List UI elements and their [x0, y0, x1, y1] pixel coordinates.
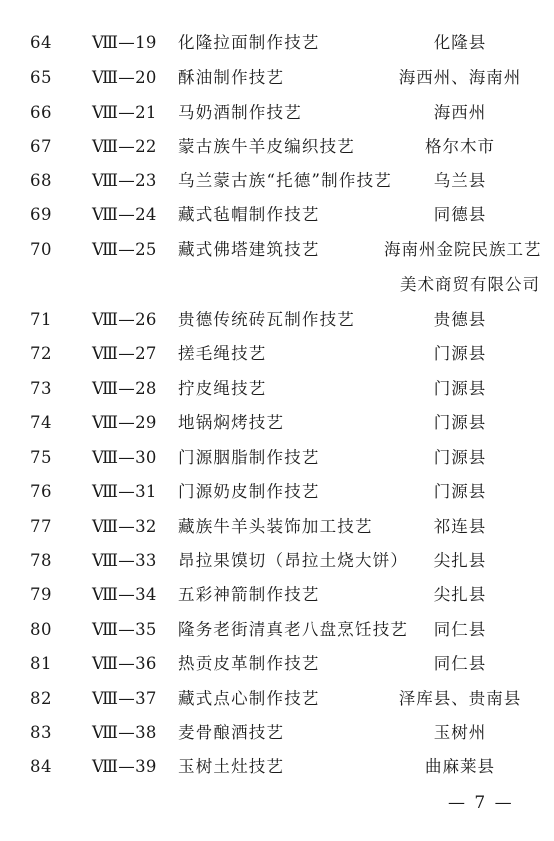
list-row — [0, 339, 554, 369]
item-name: 藏式点心制作技艺 — [178, 689, 320, 708]
item-region: 海西州、海南州 — [398, 68, 522, 87]
item-name: 搓毛绳技艺 — [178, 344, 267, 363]
list-row — [0, 580, 554, 610]
item-name: 藏式佛塔建筑技艺 — [178, 240, 320, 259]
item-code: Ⅷ—37 — [92, 689, 157, 708]
item-code: Ⅷ—33 — [92, 551, 157, 570]
item-region: 尖扎县 — [433, 585, 487, 604]
row-number: 81 — [30, 654, 52, 673]
row-number: 83 — [30, 723, 52, 742]
item-name: 藏族牛羊头装饰加工技艺 — [178, 517, 373, 536]
item-code: Ⅷ—30 — [92, 448, 157, 467]
item-name: 马奶酒制作技艺 — [178, 103, 302, 122]
item-name: 麦骨酿酒技艺 — [178, 723, 285, 742]
item-region: 门源县 — [433, 413, 487, 432]
row-number: 82 — [30, 689, 52, 708]
row-number: 69 — [30, 205, 52, 224]
row-number: 78 — [30, 551, 52, 570]
item-code: Ⅷ—26 — [92, 310, 157, 329]
list-row — [0, 98, 554, 128]
item-name: 热贡皮革制作技艺 — [178, 654, 320, 673]
row-number: 72 — [30, 344, 52, 363]
item-code: Ⅷ—36 — [92, 654, 157, 673]
list-row — [0, 649, 554, 679]
item-region: 贵德县 — [433, 310, 487, 329]
item-code: Ⅷ—20 — [92, 68, 157, 87]
item-region: 曲麻莱县 — [425, 757, 495, 776]
list-row — [0, 443, 554, 473]
item-region-continued: 美术商贸有限公司 — [400, 275, 540, 294]
list-row — [0, 615, 554, 645]
item-region: 泽库县、贵南县 — [398, 689, 522, 708]
item-region: 同仁县 — [433, 620, 487, 639]
item-region: 格尔木市 — [425, 137, 495, 156]
list-row — [0, 752, 554, 782]
item-code: Ⅷ—34 — [92, 585, 157, 604]
item-code: Ⅷ—29 — [92, 413, 157, 432]
item-name: 酥油制作技艺 — [178, 68, 285, 87]
list-row — [0, 374, 554, 404]
row-number: 77 — [30, 517, 52, 536]
list-row — [0, 28, 554, 58]
item-code: Ⅷ—23 — [92, 171, 157, 190]
item-code: Ⅷ—19 — [92, 33, 157, 52]
item-code: Ⅷ—32 — [92, 517, 157, 536]
item-code: Ⅷ—31 — [92, 482, 157, 501]
list-row — [0, 132, 554, 162]
item-region: 海西州 — [433, 103, 487, 122]
row-number: 80 — [30, 620, 52, 639]
item-name: 门源胭脂制作技艺 — [178, 448, 320, 467]
item-name: 玉树土灶技艺 — [178, 757, 285, 776]
item-name: 乌兰蒙古族“托德”制作技艺 — [178, 171, 392, 190]
list-row — [0, 512, 554, 542]
row-number: 79 — [30, 585, 52, 604]
list-row — [0, 166, 554, 196]
item-name: 拧皮绳技艺 — [178, 379, 267, 398]
item-code: Ⅷ—25 — [92, 240, 157, 259]
page-number: — 7 — — [448, 793, 514, 813]
item-region: 门源县 — [433, 448, 487, 467]
row-number: 66 — [30, 103, 52, 122]
row-number: 74 — [30, 413, 52, 432]
item-region: 乌兰县 — [433, 171, 487, 190]
item-code: Ⅷ—21 — [92, 103, 157, 122]
item-region: 化隆县 — [433, 33, 487, 52]
item-code: Ⅷ—22 — [92, 137, 157, 156]
item-name: 藏式毡帽制作技艺 — [178, 205, 320, 224]
list-row — [0, 477, 554, 507]
row-number: 64 — [30, 33, 52, 52]
list-row — [0, 546, 554, 576]
item-name: 昂拉果馍切（昂拉土烧大饼） — [178, 551, 409, 570]
row-number: 76 — [30, 482, 52, 501]
item-code: Ⅷ—35 — [92, 620, 157, 639]
item-name: 地锅焖烤技艺 — [178, 413, 285, 432]
item-code: Ⅷ—39 — [92, 757, 157, 776]
list-row — [0, 408, 554, 438]
item-region: 尖扎县 — [433, 551, 487, 570]
item-name: 门源奶皮制作技艺 — [178, 482, 320, 501]
item-name: 贵德传统砖瓦制作技艺 — [178, 310, 355, 329]
row-number: 65 — [30, 68, 52, 87]
list-row — [0, 200, 554, 230]
item-region: 门源县 — [433, 379, 487, 398]
item-code: Ⅷ—38 — [92, 723, 157, 742]
list-row — [0, 305, 554, 335]
item-region: 海南州金院民族工艺 — [384, 240, 542, 259]
item-region: 同仁县 — [433, 654, 487, 673]
row-number: 73 — [30, 379, 52, 398]
item-region: 同德县 — [433, 205, 487, 224]
item-name: 五彩神箭制作技艺 — [178, 585, 320, 604]
row-number: 68 — [30, 171, 52, 190]
list-row — [0, 63, 554, 93]
item-name: 隆务老街清真老八盘烹饪技艺 — [178, 620, 409, 639]
item-code: Ⅷ—28 — [92, 379, 157, 398]
row-number: 70 — [30, 240, 52, 259]
list-row — [0, 235, 554, 265]
row-number: 67 — [30, 137, 52, 156]
list-row — [0, 684, 554, 714]
item-region: 门源县 — [433, 344, 487, 363]
item-code: Ⅷ—27 — [92, 344, 157, 363]
item-name: 化隆拉面制作技艺 — [178, 33, 320, 52]
row-number: 71 — [30, 310, 52, 329]
item-region: 门源县 — [433, 482, 487, 501]
row-number: 84 — [30, 757, 52, 776]
item-region: 祁连县 — [433, 517, 487, 536]
list-row-continuation — [0, 270, 554, 300]
row-number: 75 — [30, 448, 52, 467]
item-name: 蒙古族牛羊皮编织技艺 — [178, 137, 355, 156]
item-region: 玉树州 — [433, 723, 487, 742]
item-code: Ⅷ—24 — [92, 205, 157, 224]
list-row — [0, 718, 554, 748]
